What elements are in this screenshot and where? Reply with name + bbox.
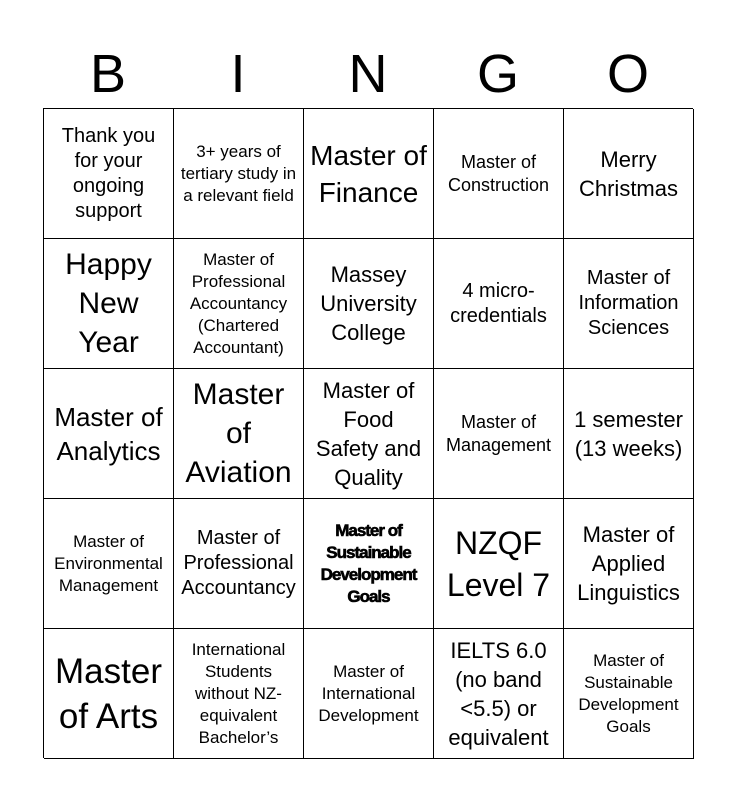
bingo-cell-r2c1[interactable]: Happy New Year: [44, 239, 174, 369]
header-letter-g: G: [476, 44, 519, 104]
bingo-board: [43, 108, 693, 758]
bingo-cell-r1c5[interactable]: Merry Christmas: [564, 109, 694, 239]
bingo-cell-r5c4[interactable]: IELTS 6.0 (no band <5.5) or equivalent: [434, 629, 564, 759]
bingo-cell-r2c5[interactable]: Master of Information Sciences: [564, 239, 694, 369]
bingo-cell-r4c5[interactable]: Master of Applied Linguistics: [564, 499, 694, 629]
header-letter-o: O: [606, 44, 649, 104]
bingo-cell-r1c4[interactable]: Master of Construction: [434, 109, 564, 239]
bingo-cell-r3c3[interactable]: Master of Food Safety and Quality: [304, 369, 434, 499]
bingo-cell-r3c1[interactable]: Master of Analytics: [44, 369, 174, 499]
bingo-cell-r5c2[interactable]: International Students without NZ-equivalent Bachelor’s: [174, 629, 304, 759]
bingo-cell-r5c1[interactable]: Master of Arts: [44, 629, 174, 759]
header-letter-b: B: [89, 44, 127, 104]
bingo-cell-r3c2[interactable]: Master of Aviation: [174, 369, 304, 499]
header-letter-n: N: [348, 44, 388, 104]
bingo-cell-r2c4[interactable]: 4 micro-credentials: [434, 239, 564, 369]
header-letter-i: I: [230, 44, 246, 104]
bingo-cell-r4c2[interactable]: Master of Professional Accountancy: [174, 499, 304, 629]
bingo-cell-r1c1[interactable]: Thank you for your ongoing support: [44, 109, 174, 239]
bingo-cell-r3c5[interactable]: 1 semester (13 weeks): [564, 369, 694, 499]
bingo-cell-r4c4[interactable]: NZQF Level 7: [434, 499, 564, 629]
bingo-cell-r1c2[interactable]: 3+ years of tertiary study in a relevant field: [174, 109, 304, 239]
bingo-cell-r4c3-free[interactable]: [304, 499, 434, 629]
bingo-cell-r2c3[interactable]: Massey University College: [304, 239, 434, 369]
free-space-label: Master of Sustainable Development Goals: [320, 520, 417, 606]
bingo-cell-r2c2[interactable]: Master of Professional Accountancy (Chartered Accountant): [174, 239, 304, 369]
bingo-cell-r3c4[interactable]: Master of Management: [434, 369, 564, 499]
bingo-cell-r5c3[interactable]: Master of International Development: [304, 629, 434, 759]
bingo-cell-r1c3[interactable]: Master of Finance: [304, 109, 434, 239]
bingo-cell-r5c5[interactable]: Master of Sustainable Development Goals: [564, 629, 694, 759]
bingo-cell-r4c1[interactable]: Master of Environmental Management: [44, 499, 174, 629]
bingo-header: [43, 40, 693, 108]
